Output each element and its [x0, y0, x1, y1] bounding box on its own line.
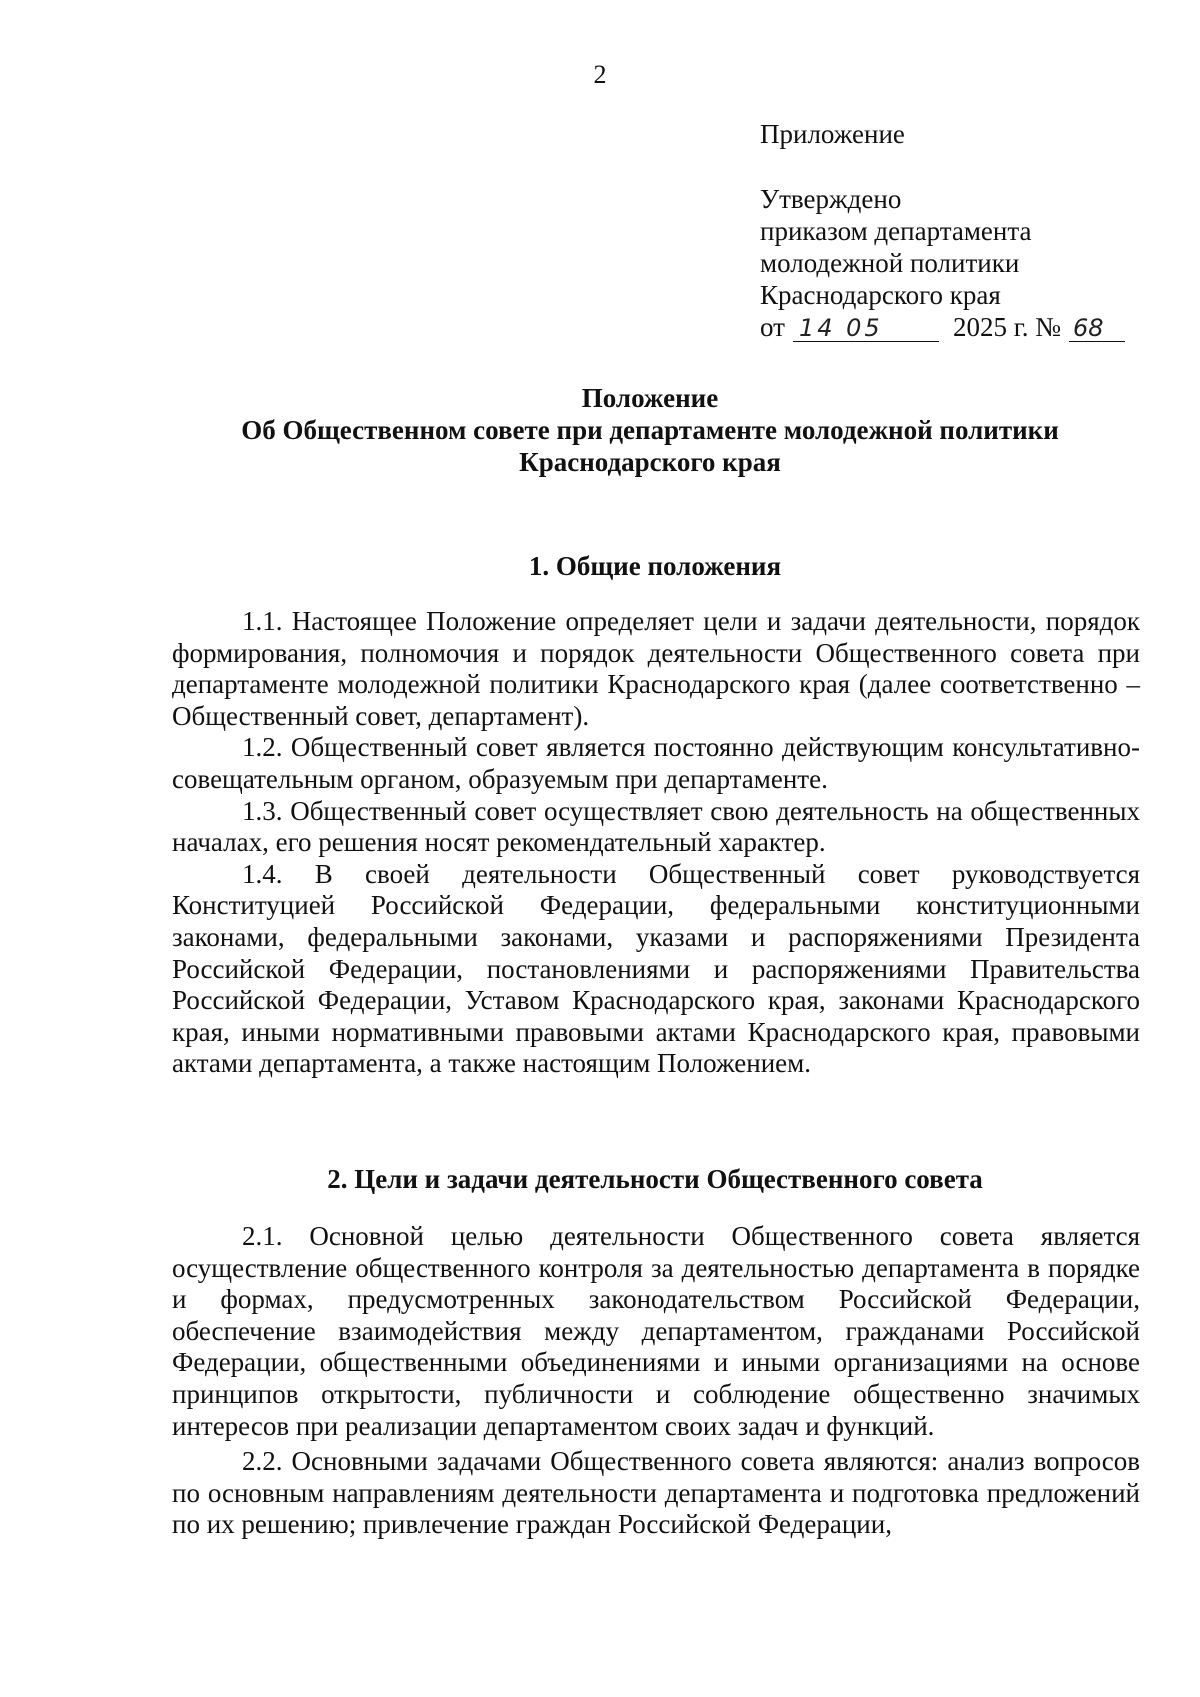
document-title: [160, 382, 1140, 478]
date-prefix: от: [760, 312, 785, 342]
section-1-heading: 1. Общие положения: [528, 551, 782, 581]
paragraph-2-1: 2.1. Основной целью деятельности Общественного совета является осуществление общественного контроля за деятельностью департамента в порядке и формах, предусмотренных законодательством Российской Федерации, обеспечение взаимодействия между департаментом, гражданами Российской Федерации, общественными объединениями и иными организациями на основе принципов открытости, публичности и соблюдение общественно значимых интересов при реализации департаментом своих задач и функций.: [172, 1221, 1140, 1441]
paragraph-1-2: 1.2. Общественный совет является постоянно действующим консультативно-совещательным органом, образуемым при департаменте.: [172, 732, 1140, 794]
approval-line-2: молодежной политики: [760, 248, 1020, 278]
section-1-body: [172, 606, 1140, 1080]
approved-label: Утверждено: [760, 184, 902, 214]
paragraph-2-2: 2.2. Основными задачами Общественного совета являются: анализ вопросов по основным направлениям деятельности департамента и подготовка предложений по их решению; привлечение граждан Российской Федерации,: [172, 1446, 1140, 1540]
approval-block: [760, 118, 1180, 343]
approval-date-line: [760, 311, 1180, 343]
paragraph-1-4: 1.4. В своей деятельности Общественный совет руководствуется Конституцией Российской Федерации, федеральными конституционными законами, федеральными законами, указами и распоряжениями Президента Российской Федерации, постановлениями и распоряжениями Правительства Российской Федерации, Уставом Краснодарского края, законами Краснодарского края, иными нормативными правовыми актами Краснодарского края, правовыми актами департамента, а также настоящим Положением.: [172, 858, 1140, 1079]
title-line-2: Об Общественном совете при департаменте молодежной политики: [241, 415, 1059, 445]
paragraph-1-3: 1.3. Общественный совет осуществляет свою деятельность на общественных началах, его решения носят рекомендательный характер.: [172, 795, 1140, 858]
annex-label: Приложение: [760, 119, 905, 149]
handwritten-order-number: 68: [1069, 313, 1125, 342]
approval-line-3: Краснодарского края: [760, 280, 1001, 310]
page-number: 2: [593, 60, 607, 89]
order-year-number: 2025 г. №: [952, 312, 1061, 342]
section-2-body: [172, 1221, 1140, 1541]
title-line-3: Краснодарского края: [519, 447, 781, 477]
title-line-1: Положение: [581, 383, 719, 413]
approval-line-1: приказом департамента: [760, 216, 1032, 246]
paragraph-1-1: 1.1. Настоящее Положение определяет цели и задачи деятельности, порядок формирования, полномочия и порядок деятельности Общественного совета при департаменте молодежной политики Краснодарского края (далее соответственно – Общественный совет, департамент).: [172, 606, 1140, 731]
section-2-heading: 2. Цели и задачи деятельности Общественного совета: [327, 1164, 983, 1194]
handwritten-date: 14 05: [793, 313, 939, 342]
